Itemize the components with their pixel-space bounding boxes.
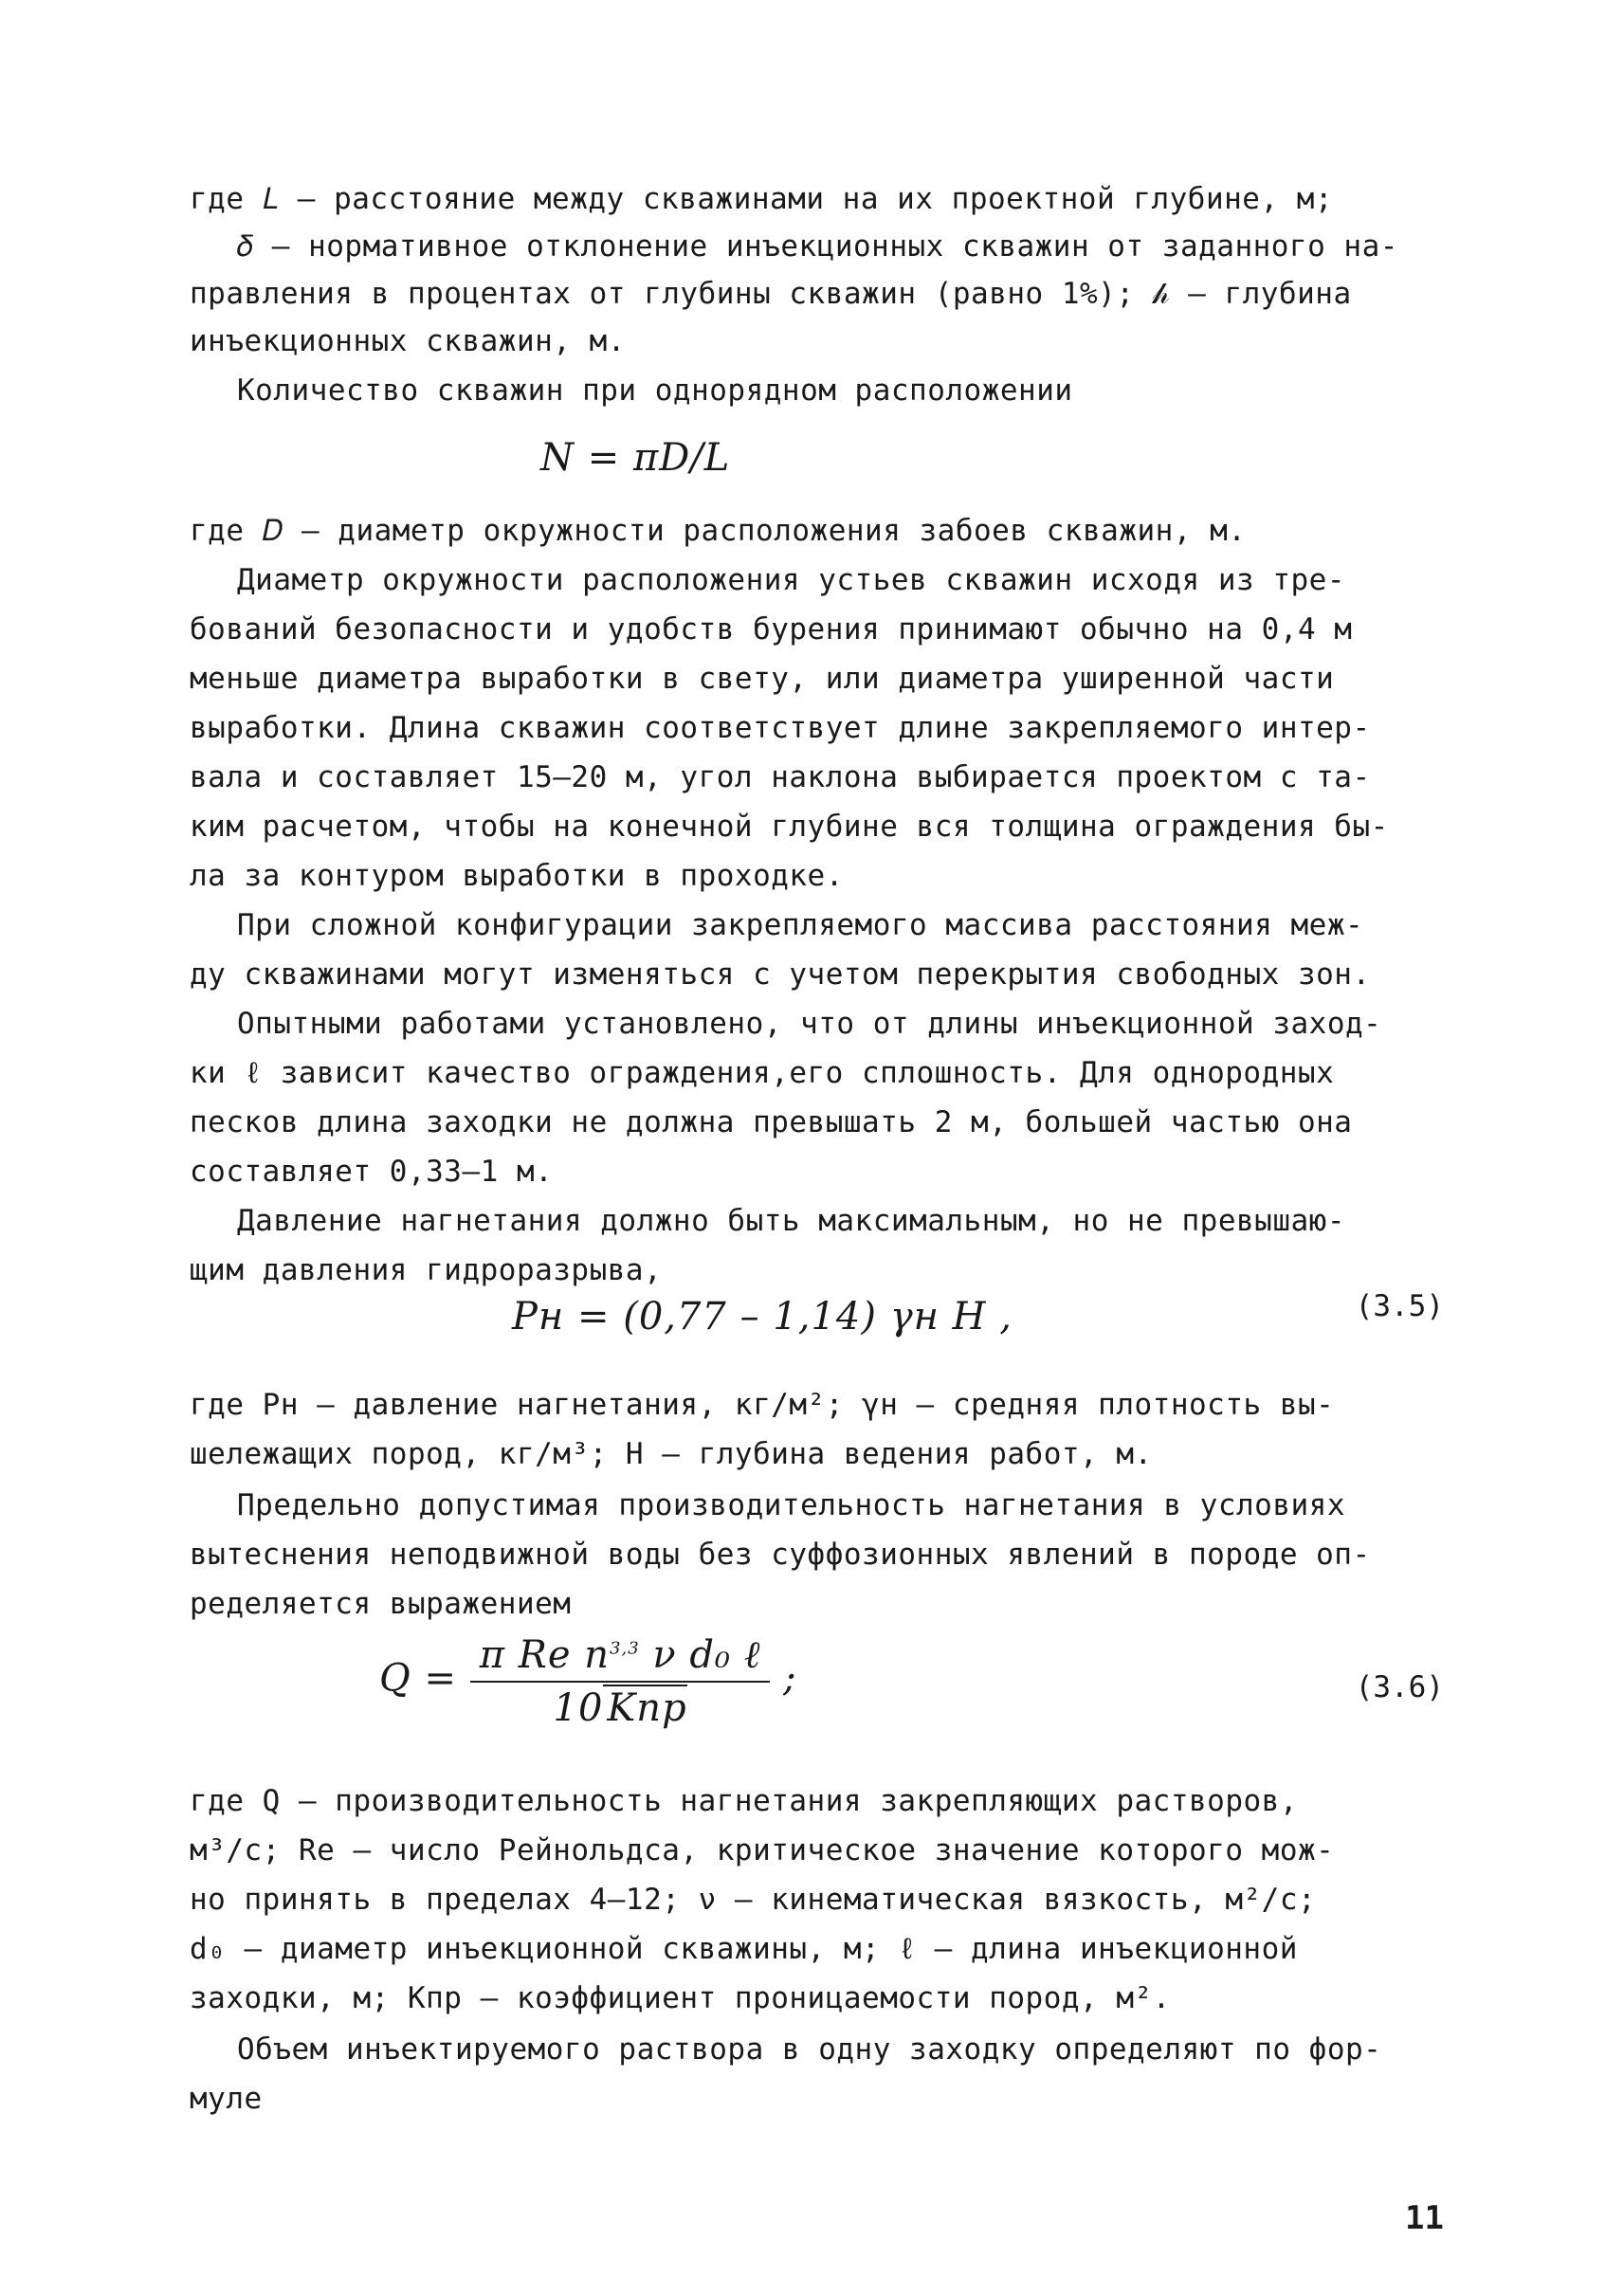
text-line: инъекционных скважин, м. [190,324,626,358]
formula-3-6 [379,1632,797,1730]
page-number: 11 [1405,2199,1444,2237]
text-line: щим давления гидроразрыва, [190,1253,663,1287]
text-line: бований безопасности и удобств бурения принимают обычно на 0,4 м [190,612,1353,647]
formula-3-5 [512,1295,1013,1339]
text-line: ким расчетом, чтобы на конечной глубине вся толщина ограждения бы- [190,810,1389,844]
text-line: м³/с; Re – число Рейнольдса, критическое значение которого мож- [190,1833,1335,1867]
formula-lhs: Q = [379,1656,458,1701]
text-line: где 𝐷 – диаметр окружности расположения забоев скважин, м. [190,514,1247,548]
text-line: ределяется выражением [190,1587,572,1621]
numerator-tail: ν d₀ ℓ [639,1633,761,1677]
radical: Kпр [603,1685,686,1730]
text-line: вытеснения неподвижной воды без суффозионных явлений в породе оп- [190,1538,1371,1572]
text-line: При сложной конфигурации закрепляемого массива расстояния меж- [237,908,1364,942]
text-line: Давление нагнетания должно быть максимальным, но не превышаю- [237,1204,1345,1238]
text-line: вала и составляет 15–20 м, угол наклона выбирается проектом с та- [190,760,1371,794]
equation-number: (3.6) [1355,1670,1444,1704]
text-line: ла за контуром выработки в проходке. [190,859,844,893]
text-line: песков длина заходки не должна превышать 2 м, большей частью она [190,1105,1353,1139]
text-line: ду скважинами могут изменяться с учетом перекрытия свободных зон. [190,957,1371,992]
text-line: где 𝐿 – расстояние между скважинами на их проектной глубине, м; [190,182,1334,216]
formula-lhs: Pн [512,1295,565,1339]
text-line: Предельно допустимая производительность нагнетания в условиях [237,1488,1345,1522]
numerator-text: π Re n [479,1633,611,1677]
fraction-numerator [470,1632,771,1683]
fraction [470,1632,771,1730]
text-line: выработки. Длина скважин соответствует длине закрепляемого интер- [190,711,1371,745]
text-line: Диаметр окружности расположения устьев скважин исходя из тре- [237,563,1345,597]
text-line: Объем инъектируемого раствора в одну заходку определяют по фор- [237,2032,1382,2067]
text-line: 𝛿 – нормативное отклонение инъекционных скважин от заданного на- [237,229,1398,264]
text-line: шележащих пород, кг/м³; H – глубина ведения работ, м. [190,1437,1153,1471]
text-line: составляет 0,33–1 м. [190,1155,554,1189]
text-line: заходки, м; Kпр – коэффициент проницаемости пород, м². [190,1981,1171,2015]
formula-rhs: = (0,77 – 1,14) γн H , [576,1295,1013,1339]
text-line: муле [190,2082,263,2116]
formula-tail: ; [783,1656,797,1701]
text-line: ки ℓ зависит качество ограждения,его сплошность. Для однородных [190,1056,1335,1090]
fraction-denominator [470,1683,771,1730]
text-line: где Pн – давление нагнетания, кг/м²; γн – средняя плотность вы- [190,1388,1335,1422]
equation-number: (3.5) [1355,1289,1444,1323]
exponent: 3,3 [610,1638,640,1659]
text-line: d₀ – диаметр инъекционной скважины, м; ℓ – длина инъекционной [190,1932,1298,1966]
text-line: Опытными работами установлено, что от длины инъекционной заход- [237,1007,1382,1041]
text-line: Количество скважин при однорядном расположении [237,373,1073,408]
text-line: правления в процентах от глубины скважин (равно 1%); 𝒽 – глубина [190,277,1352,311]
text-line: где Q – производительность нагнетания закрепляющих растворов, [190,1784,1298,1818]
text-line: меньше диаметра выработки в свету, или диаметра уширенной части [190,662,1335,696]
text-line: но принять в пределах 4–12; ν – кинематическая вязкость, м²/с; [190,1883,1317,1917]
denominator-coef: 10 [553,1686,604,1730]
formula-n: N = πD/L [540,436,731,480]
